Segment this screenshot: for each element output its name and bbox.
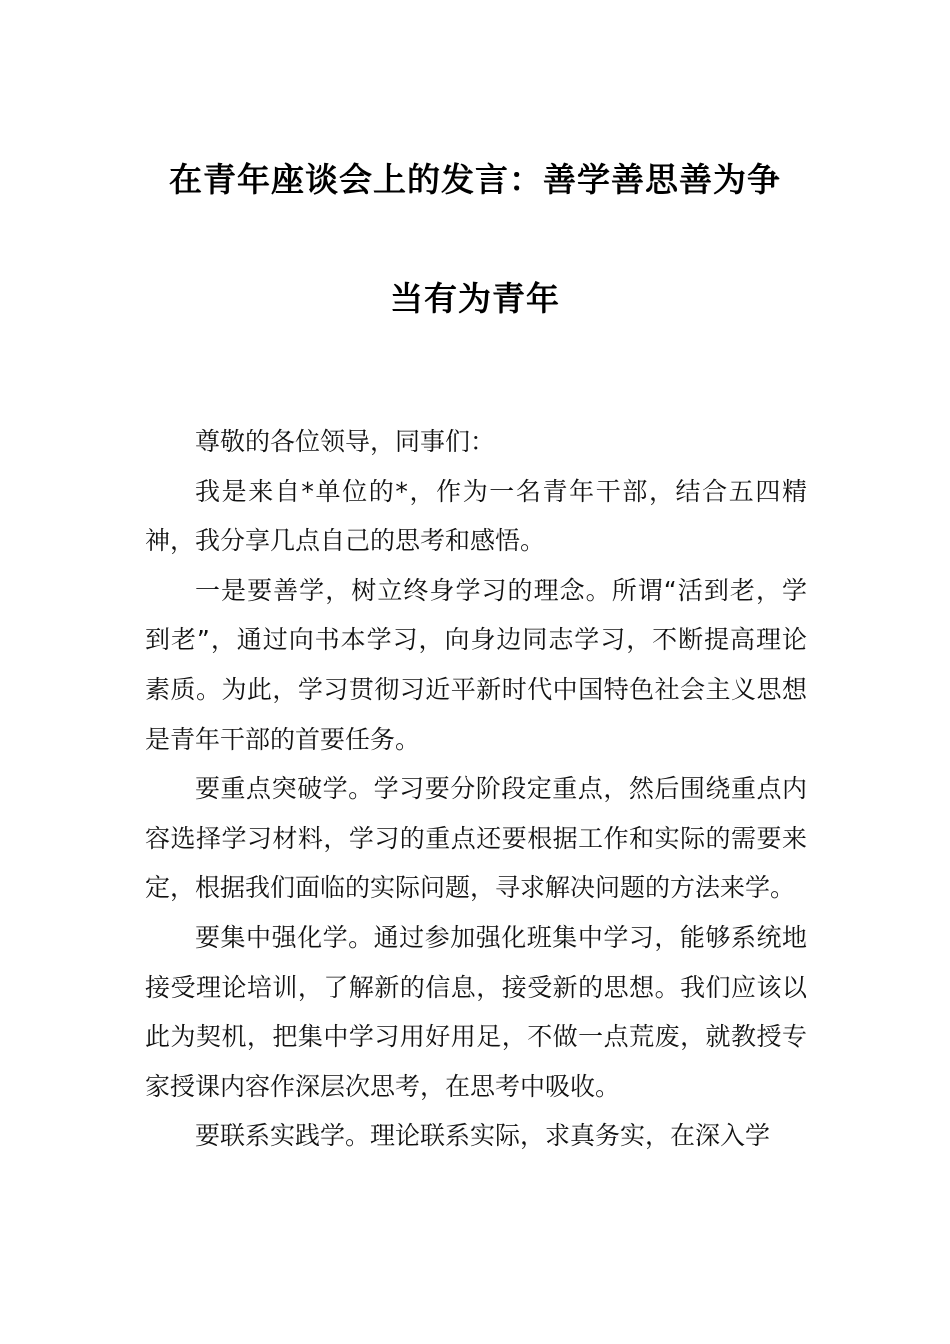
body-paragraph: 要联系实践学。理论联系实际，求真务实，在深入学 <box>195 1121 771 1151</box>
intro-paragraph: 我是来自*单位的*，作为一名青年干部，结合五四精神，我分享几点自己的思考和感悟。 <box>145 476 807 556</box>
document-body <box>145 417 807 1161</box>
body-paragraph: 一是要善学，树立终身学习的理念。所谓“活到老，学到老”，通过向书本学习，向身边同志学习，不断提高理论素质。为此，学习贯彻习近平新时代中国特色社会主义思想是青年干部的首要任务。 <box>145 575 807 754</box>
salutation-paragraph: 尊敬的各位领导，同事们： <box>195 427 496 456</box>
document-title-line-1: 在青年座谈会上的发言：善学善思善为争 <box>169 160 781 199</box>
document-title-line-2: 当有为青年 <box>390 279 560 318</box>
body-paragraph: 要集中强化学。通过参加强化班集中学习，能够系统地接受理论培训，了解新的信息，接受新的思想。我们应该以此为契机，把集中学习用好用足，不做一点荒废，就教授专家授课内容作深层次思考，在思考中吸收。 <box>145 922 807 1101</box>
body-paragraph: 要重点突破学。学习要分阶段定重点，然后围绕重点内容选择学习材料，学习的重点还要根据工作和实际的需要来定，根据我们面临的实际问题，寻求解决问题的方法来学。 <box>145 774 807 903</box>
